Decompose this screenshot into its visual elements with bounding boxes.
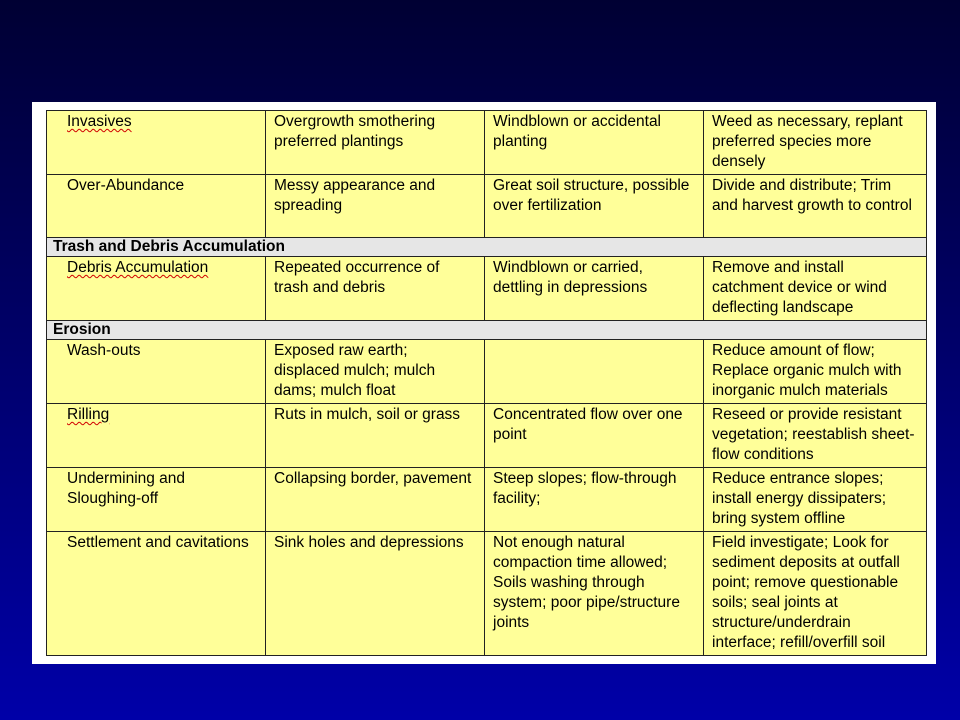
cause-cell: Concentrated flow over one point (485, 404, 704, 468)
cause-cell: Great soil structure, possible over fertilization (485, 175, 704, 238)
symptom-cell: Messy appearance and spreading (266, 175, 485, 238)
table-row (47, 257, 927, 321)
table-row (47, 111, 927, 175)
cause-cell: Windblown or carried, dettling in depressions (485, 257, 704, 321)
symptom-cell: Collapsing border, pavement (266, 468, 485, 532)
table-row (47, 175, 927, 238)
remedy-cell: Reduce amount of flow; Replace organic mulch with inorganic mulch materials (704, 340, 927, 404)
remedy-cell: Field investigate; Look for sediment deposits at outfall point; remove questionable soils; seal joints at structure/underdrain interface; refill/overfill soil (704, 532, 927, 656)
table-row (47, 468, 927, 532)
symptom-cell: Repeated occurrence of trash and debris (266, 257, 485, 321)
remedy-cell: Reduce entrance slopes; install energy dissipaters; bring system offline (704, 468, 927, 532)
section-title: Erosion (47, 321, 927, 340)
problem-cell: Wash-outs (47, 340, 266, 404)
cause-cell: Windblown or accidental planting (485, 111, 704, 175)
cause-cell: Steep slopes; flow-through facility; (485, 468, 704, 532)
symptom-cell: Overgrowth smothering preferred plantings (266, 111, 485, 175)
slide-table-frame (32, 102, 936, 664)
remedy-cell: Weed as necessary, replant preferred species more densely (704, 111, 927, 175)
cause-cell (485, 340, 704, 404)
symptom-cell: Sink holes and depressions (266, 532, 485, 656)
section-header-row (47, 238, 927, 257)
cause-cell: Not enough natural compaction time allowed; Soils washing through system; poor pipe/structure joints (485, 532, 704, 656)
symptom-cell: Ruts in mulch, soil or grass (266, 404, 485, 468)
problem-cell: Debris Accumulation (47, 257, 266, 321)
remedy-cell: Remove and install catchment device or wind deflecting landscape (704, 257, 927, 321)
section-header-row (47, 321, 927, 340)
remedy-cell: Reseed or provide resistant vegetation; reestablish sheet-flow conditions (704, 404, 927, 468)
problem-cell: Undermining and Sloughing-off (47, 468, 266, 532)
section-title: Trash and Debris Accumulation (47, 238, 927, 257)
table-row (47, 404, 927, 468)
symptom-cell: Exposed raw earth; displaced mulch; mulch dams; mulch float (266, 340, 485, 404)
problem-cell: Invasives (47, 111, 266, 175)
table-row (47, 532, 927, 656)
maintenance-issues-table (46, 110, 927, 656)
problem-cell: Rilling (47, 404, 266, 468)
table-row (47, 340, 927, 404)
problem-cell: Settlement and cavitations (47, 532, 266, 656)
remedy-cell: Divide and distribute; Trim and harvest growth to control (704, 175, 927, 238)
problem-cell: Over-Abundance (47, 175, 266, 238)
